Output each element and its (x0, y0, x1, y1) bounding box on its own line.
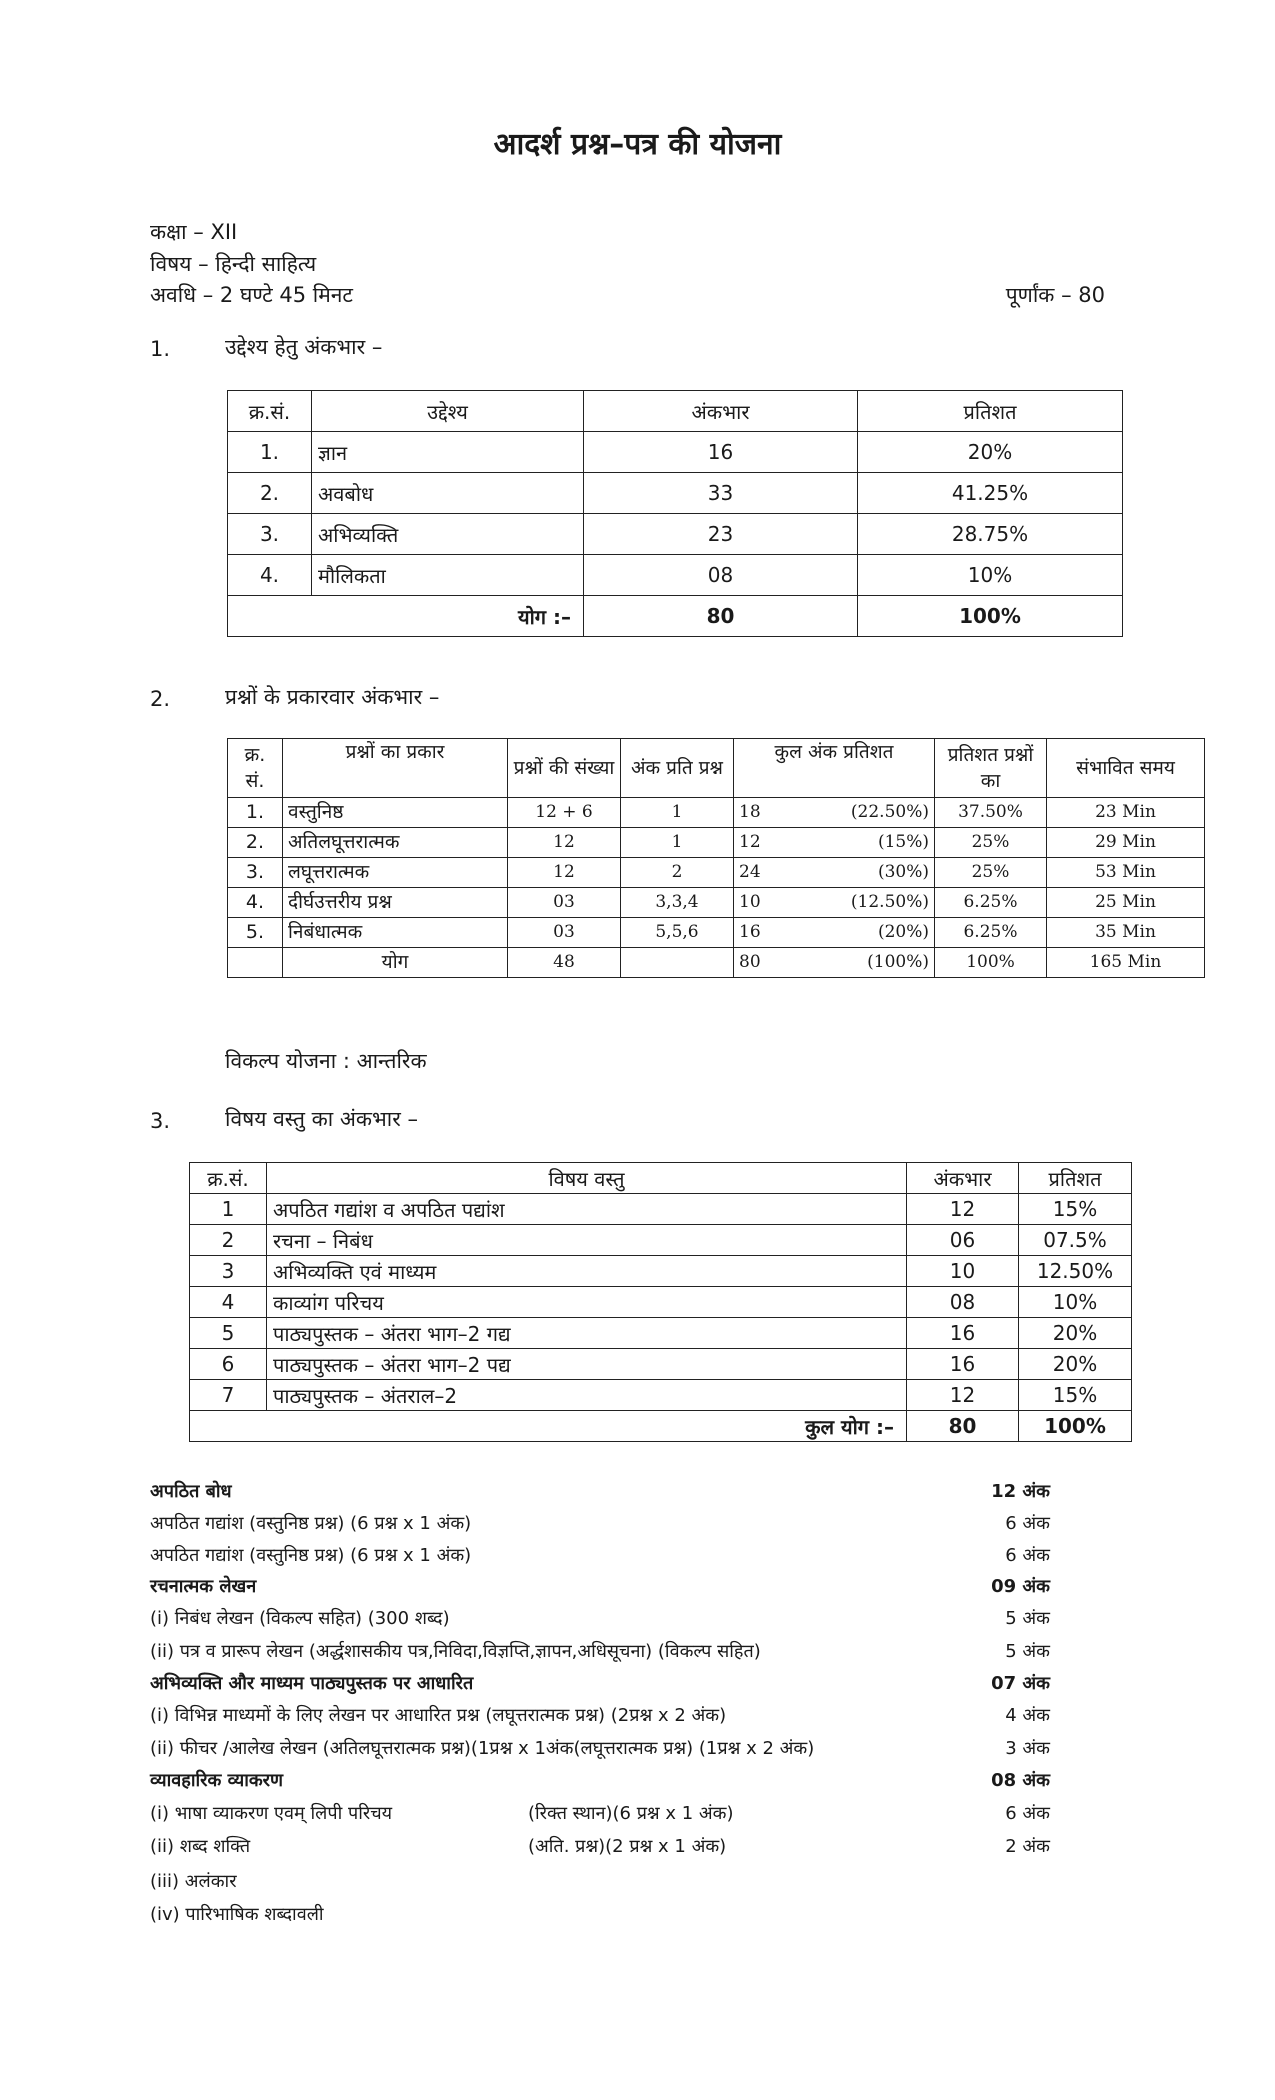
table-cell: 2 (190, 1225, 267, 1256)
table-cell: अभिव्यक्ति एवं माध्यम (267, 1256, 907, 1287)
table-cell: रचना – निबंध (267, 1225, 907, 1256)
table-total-row (228, 596, 1123, 637)
breakdown-item (150, 1636, 1050, 1668)
header-cell: प्रतिशत प्रश्नों का (935, 739, 1047, 798)
breakdown-marks: 6 अंक (1005, 1803, 1050, 1824)
table-cell: 1 (621, 828, 734, 858)
table-cell (734, 948, 935, 978)
table-row (228, 798, 1205, 828)
table-cell: 1 (190, 1194, 267, 1225)
section1-number: 1. (150, 337, 171, 361)
breakdown-item (150, 1603, 1050, 1635)
total-marks: 80 (739, 952, 761, 972)
table-cell: 10% (1019, 1287, 1132, 1318)
total-percent: 100% (858, 596, 1123, 637)
total-marks: 16 (739, 922, 761, 942)
total-marks: 24 (739, 862, 761, 882)
table-total-row (190, 1411, 1132, 1442)
header-cell: अंकभार (584, 391, 858, 432)
table-cell: लघूत्तरात्मक (283, 858, 508, 888)
table-row (190, 1349, 1132, 1380)
table-cell: 5 (190, 1318, 267, 1349)
breakdown-marks: 09 अंक (991, 1576, 1050, 1597)
marks-percent: (100%) (867, 952, 929, 972)
section2-title: प्रश्नों के प्रकारवार अंकभार – (225, 685, 440, 709)
content-weightage-table (189, 1162, 1132, 1442)
page-title: आदर्श प्रश्न–पत्र की योजना (493, 127, 782, 162)
table-cell: 4. (228, 888, 283, 918)
breakdown-question-type: (रिक्त स्थान)(6 प्रश्न x 1 अंक) (528, 1803, 734, 1824)
table-cell: अपठित गद्यांश व अपठित पद्यांश (267, 1194, 907, 1225)
total-marks: 18 (739, 802, 761, 822)
breakdown-heading-media (150, 1668, 1050, 1700)
table-row (190, 1380, 1132, 1411)
table-cell: 3,3,4 (621, 888, 734, 918)
table-cell: अतिलघूत्तरात्मक (283, 828, 508, 858)
breakdown-text: (ii) शब्द शक्ति (150, 1836, 251, 1857)
table-cell: 12 (508, 828, 621, 858)
table-cell: 03 (508, 918, 621, 948)
breakdown-item (150, 1508, 1050, 1540)
table-cell: 1. (228, 432, 312, 473)
breakdown-text: (ii) फीचर /आलेख लेखन (अतिलघूत्तरात्मक प्रश्न)(1प्रश्न x 1अंक(लघूत्तरात्मक प्रश्न) (1प्रश्न x 2 अंक) (150, 1738, 815, 1759)
table-cell: 2. (228, 828, 283, 858)
table-header-row (228, 391, 1123, 432)
table-cell: पाठ्यपुस्तक – अंतरा भाग–2 पद्य (267, 1349, 907, 1380)
table-cell: पाठ्यपुस्तक – अंतराल–2 (267, 1380, 907, 1411)
total-percent: 100% (1019, 1411, 1132, 1442)
total-label: कुल योग :– (190, 1411, 907, 1442)
marks-percent: (15%) (877, 832, 929, 852)
table-cell: 23 Min (1047, 798, 1205, 828)
breakdown-marks: 3 अंक (1005, 1738, 1050, 1759)
breakdown-marks: 5 अंक (1005, 1608, 1050, 1629)
table-cell: 5,5,6 (621, 918, 734, 948)
table-cell: 12 (907, 1194, 1019, 1225)
table-cell: 12 (508, 858, 621, 888)
table-cell: 08 (907, 1287, 1019, 1318)
total-label: योग :– (228, 596, 584, 637)
breakdown-marks: 07 अंक (991, 1673, 1050, 1694)
table-cell: 3. (228, 858, 283, 888)
table-cell: अभिव्यक्ति (312, 514, 584, 555)
breakdown-text: व्यावहारिक व्याकरण (150, 1770, 284, 1791)
header-cell: क्र.सं. (228, 391, 312, 432)
header-cell: प्रश्नों का प्रकार (283, 739, 508, 798)
table-cell: 1 (621, 798, 734, 828)
objective-weightage-table (227, 390, 1123, 637)
class-label: कक्षा – XII (150, 220, 238, 244)
breakdown-text: अपठित गद्यांश (वस्तुनिष्ठ प्रश्न) (6 प्रश्न x 1 अंक) (150, 1513, 472, 1534)
table-row (228, 555, 1123, 596)
table-cell: 15% (1019, 1380, 1132, 1411)
table-cell: 08 (584, 555, 858, 596)
table-row (190, 1225, 1132, 1256)
breakdown-text: रचनात्मक लेखन (150, 1576, 257, 1597)
table-cell: 12.50% (1019, 1256, 1132, 1287)
total-label: योग (283, 948, 508, 978)
breakdown-item (150, 1866, 1050, 1898)
table-cell: वस्तुनिष्ठ (283, 798, 508, 828)
breakdown-item (150, 1700, 1050, 1732)
table-cell (734, 798, 935, 828)
table-cell: 20% (1019, 1318, 1132, 1349)
table-cell: मौलिकता (312, 555, 584, 596)
table-cell: काव्यांग परिचय (267, 1287, 907, 1318)
breakdown-text: (i) विभिन्न माध्यमों के लिए लेखन पर आधारित प्रश्न (लघूत्तरात्मक प्रश्न) (2प्रश्न x 2 अंक) (150, 1705, 727, 1726)
header-cell: अंकभार (907, 1163, 1019, 1194)
table-header-row (190, 1163, 1132, 1194)
full-marks-label: पूर्णांक – 80 (1005, 283, 1105, 307)
table-cell: 6.25% (935, 888, 1047, 918)
breakdown-text: अभिव्यक्ति और माध्यम पाठ्यपुस्तक पर आधारित (150, 1673, 474, 1694)
table-cell: 15% (1019, 1194, 1132, 1225)
table-total-row (228, 948, 1205, 978)
table-cell: 35 Min (1047, 918, 1205, 948)
table-cell: 41.25% (858, 473, 1123, 514)
table-cell: 6.25% (935, 918, 1047, 948)
breakdown-text: (iv) पारिभाषिक शब्दावली (150, 1904, 324, 1925)
breakdown-marks: 08 अंक (991, 1770, 1050, 1791)
breakdown-item (150, 1831, 1050, 1863)
marks-percent: (30%) (877, 862, 929, 882)
table-row (190, 1194, 1132, 1225)
question-type-table (227, 738, 1205, 978)
breakdown-marks: 6 अंक (1005, 1545, 1050, 1566)
table-row (228, 888, 1205, 918)
table-cell: 16 (584, 432, 858, 473)
subject-label: विषय – हिन्दी साहित्य (150, 252, 317, 276)
header-cell: प्रतिशत (1019, 1163, 1132, 1194)
table-cell (734, 888, 935, 918)
table-cell (621, 948, 734, 978)
table-cell: 16 (907, 1318, 1019, 1349)
breakdown-heading-writing (150, 1571, 1050, 1603)
table-cell: 2 (621, 858, 734, 888)
table-row (190, 1318, 1132, 1349)
table-cell: 25% (935, 858, 1047, 888)
table-cell: 23 (584, 514, 858, 555)
duration-label: अवधि – 2 घण्टे 45 मिनट (150, 283, 354, 307)
table-cell: 1. (228, 798, 283, 828)
table-cell: 16 (907, 1349, 1019, 1380)
section3-title: विषय वस्तु का अंकभार – (225, 1107, 418, 1131)
table-row (228, 918, 1205, 948)
breakdown-text: (ii) पत्र व प्रारूप लेखन (अर्द्धशासकीय पत्र,निविदा,विज्ञप्ति,ज्ञापन,अधिसूचना) (विकल्प सहित) (150, 1641, 761, 1662)
total-marks: 12 (739, 832, 761, 852)
section3-number: 3. (150, 1109, 171, 1133)
option-scheme-label: विकल्प योजना : आन्तरिक (225, 1049, 427, 1073)
table-cell: 165 Min (1047, 948, 1205, 978)
table-cell: 3. (228, 514, 312, 555)
table-cell: 6 (190, 1349, 267, 1380)
breakdown-text: (i) भाषा व्याकरण एवम् लिपी परिचय (150, 1803, 393, 1824)
table-cell: 2. (228, 473, 312, 514)
table-cell: 48 (508, 948, 621, 978)
table-row (228, 828, 1205, 858)
table-cell: 03 (508, 888, 621, 918)
table-cell: 53 Min (1047, 858, 1205, 888)
table-cell: 12 (907, 1380, 1019, 1411)
table-cell: 07.5% (1019, 1225, 1132, 1256)
header-cell: अंक प्रति प्रश्न (621, 739, 734, 798)
table-cell: ज्ञान (312, 432, 584, 473)
table-cell: 5. (228, 918, 283, 948)
header-cell: संभावित समय (1047, 739, 1205, 798)
table-cell (734, 858, 935, 888)
section1-title: उद्देश्य हेतु अंकभार – (225, 335, 383, 359)
marks-percent: (12.50%) (850, 892, 929, 912)
breakdown-item (150, 1798, 1050, 1830)
breakdown-marks: 4 अंक (1005, 1705, 1050, 1726)
table-cell: अवबोध (312, 473, 584, 514)
table-cell: 20% (1019, 1349, 1132, 1380)
table-cell: निबंधात्मक (283, 918, 508, 948)
breakdown-marks: 2 अंक (1005, 1836, 1050, 1857)
table-cell: दीर्घउत्तरीय प्रश्न (283, 888, 508, 918)
breakdown-item (150, 1733, 1050, 1765)
table-cell: 4. (228, 555, 312, 596)
header-cell: प्रश्नों की संख्या (508, 739, 621, 798)
table-cell: पाठ्यपुस्तक – अंतरा भाग–2 गद्य (267, 1318, 907, 1349)
breakdown-text: अपठित बोध (150, 1481, 232, 1502)
breakdown-item (150, 1540, 1050, 1572)
marks-percent: (22.50%) (850, 802, 929, 822)
table-cell: 4 (190, 1287, 267, 1318)
total-marks: 80 (584, 596, 858, 637)
table-row (228, 432, 1123, 473)
table-cell: 7 (190, 1380, 267, 1411)
table-cell (734, 918, 935, 948)
table-cell: 28.75% (858, 514, 1123, 555)
breakdown-question-type: (अति. प्रश्न)(2 प्रश्न x 1 अंक) (528, 1836, 727, 1857)
breakdown-heading-unseen (150, 1476, 1050, 1508)
table-row (228, 858, 1205, 888)
table-row (228, 473, 1123, 514)
breakdown-text: (iii) अलंकार (150, 1871, 237, 1892)
breakdown-heading-grammar (150, 1765, 1050, 1797)
table-row (190, 1256, 1132, 1287)
breakdown-text: अपठित गद्यांश (वस्तुनिष्ठ प्रश्न) (6 प्रश्न x 1 अंक) (150, 1545, 472, 1566)
total-marks: 80 (907, 1411, 1019, 1442)
section2-number: 2. (150, 687, 171, 711)
table-header-row (228, 739, 1205, 798)
table-cell: 10 (907, 1256, 1019, 1287)
header-cell: क्र.सं. (190, 1163, 267, 1194)
table-cell: 33 (584, 473, 858, 514)
table-cell: 25 Min (1047, 888, 1205, 918)
header-cell: विषय वस्तु (267, 1163, 907, 1194)
table-cell (228, 948, 283, 978)
table-row (190, 1287, 1132, 1318)
table-cell (734, 828, 935, 858)
table-cell: 29 Min (1047, 828, 1205, 858)
table-cell: 100% (935, 948, 1047, 978)
header-cell: क्र. सं. (228, 739, 283, 798)
breakdown-marks: 5 अंक (1005, 1641, 1050, 1662)
marks-percent: (20%) (877, 922, 929, 942)
header-cell: उद्देश्य (312, 391, 584, 432)
table-cell: 12 + 6 (508, 798, 621, 828)
breakdown-marks: 12 अंक (991, 1481, 1050, 1502)
table-row (228, 514, 1123, 555)
breakdown-text: (i) निबंध लेखन (विकल्प सहित) (300 शब्द) (150, 1608, 450, 1629)
header-cell: कुल अंक प्रतिशत (734, 739, 935, 798)
breakdown-marks: 6 अंक (1005, 1513, 1050, 1534)
table-cell: 25% (935, 828, 1047, 858)
header-cell: प्रतिशत (858, 391, 1123, 432)
table-cell: 3 (190, 1256, 267, 1287)
table-cell: 20% (858, 432, 1123, 473)
table-cell: 06 (907, 1225, 1019, 1256)
total-marks: 10 (739, 892, 761, 912)
table-cell: 10% (858, 555, 1123, 596)
table-cell: 37.50% (935, 798, 1047, 828)
breakdown-item (150, 1899, 1050, 1931)
